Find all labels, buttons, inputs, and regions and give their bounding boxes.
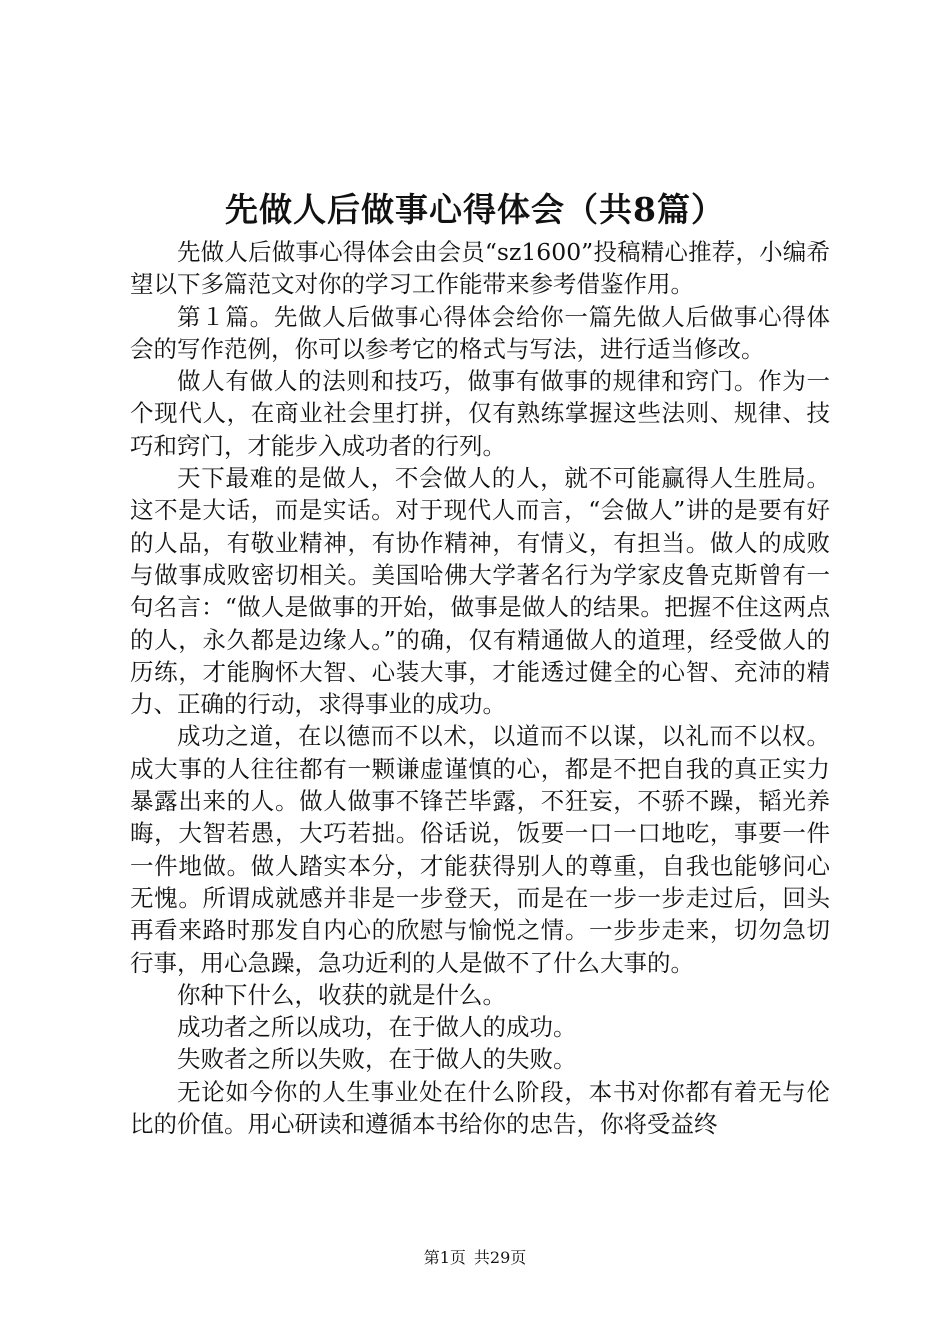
page-total: 共29页 [473,1248,527,1267]
page-number: 第1页 [423,1248,466,1267]
paragraph-success: 成功者之所以成功，在于做人的成功。 [177,1013,577,1042]
paragraph-rules-and-skills: 做人有做人的法则和技巧，做事有做事的规律和窍门。作为一个现代人，在商业社会里打拼，仅有熟练掌握这些法则、规律、技巧和窍门，才能步入成功者的行列。 [130,367,830,460]
paragraph-book-value: 无论如今你的人生事业处在什么阶段，本书对你都有着无与伦比的价值。用心研读和遵循本书给你的忠告，你将受益终 [130,1077,830,1139]
document-title: 先做人后做事心得体会（共8篇） [225,190,725,229]
paragraph-way-of-success: 成功之道，在以德而不以术，以道而不以谋，以礼而不以权。成大事的人往往都有一颗谦虚谨慎的心，都是不把自我的真正实力暴露出来的人。做人做事不锋芒毕露，不狂妄，不骄不躁，韬光养晦，大智若愚，大巧若拙。俗话说，饭要一口一口地吃，事要一件一件地做。做人踏实本分，才能获得别人的尊重，自我也能够问心无愧。所谓成就感并非是一步登天，而是在一步一步走过后，回头再看来路时那发自内心的欣慰与愉悦之情。一步步走来，切勿急切行事，用心急躁，急功近利的人是做不了什么大事的。 [130,722,830,977]
paragraph-hardest-is-being-human: 天下最难的是做人，不会做人的人，就不可能赢得人生胜局。这不是大话，而是实话。对于现代人而言，“会做人”讲的是要有好的人品，有敬业精神，有协作精神，有情义，有担当。做人的成败与做事成败密切相关。美国哈佛大学著名行为学家皮鲁克斯曾有一句名言：“做人是做事的开始，做事是做人的结果。把握不住这两点的人，永久都是边缘人。”的确，仅有精通做人的道理，经受做人的历练，才能胸怀大智、心装大事，才能透过健全的心智、充沛的精力、正确的行动，求得事业的成功。 [130,464,830,719]
paragraph-reap-what-you-sow: 你种下什么，收获的就是什么。 [177,980,506,1009]
paragraph-failure: 失败者之所以失败，在于做人的失败。 [177,1045,577,1074]
page-footer [0,1247,950,1269]
paragraph-part-1-heading: 第１篇。先做人后做事心得体会给你一篇先做人后做事心得体会的写作范例，你可以参考它的格式与写法，进行适当修改。 [130,302,830,363]
document-body [130,236,830,1140]
paragraph-intro: 先做人后做事心得体会由会员“sz1600”投稿精心推荐，小编希望以下多篇范文对你的学习工作能带来参考借鉴作用。 [130,238,830,299]
